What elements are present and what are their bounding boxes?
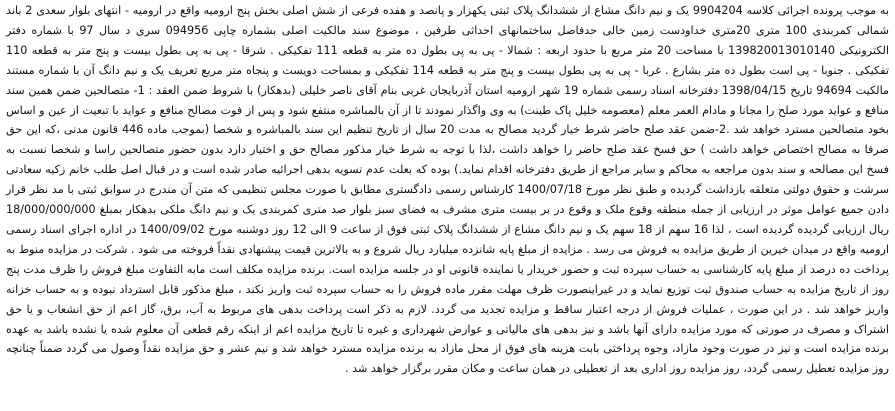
notice-body-text: به موجب پرونده اجرائی کلاسه 9904204 یک و نیم دانگ مشاع از ششدانگ پلاک ثبتی یکهزار و پانصد و هفده فرعی از شش اصلی بخش پنج ارومیه واقع در ارومیه - انتهای بلوار سعدی 2 باند شمالی کمربندی 100 متری 20متری خداودست زمین خالی حدفاصل ساختمانهای احداثی طرفین ، موضوع سند مالکیت اصلی بشماره چاپی 094956 سری د سال 97 با شماره دفتر الکترونیکی 139820013010140 با مساحت 20 متر مربع با حدود اربعه : شمالا - پی به پی بطول ده متر به قطعه 111 تفکیکی . شرقا - پی به پی بطول بیست و پنج متر به قطعه 110 تفکیکی . جنوبا - پی است بطول ده متر بشارع . غربا - پی به پی بطول بیست و پنج متر به قطعه 114 تفکیکی و بمساحت دویست و پنجاه متر مربع تعریف یک و نیم دانگ آن با شماره مستند مالکیت 94694 تاریخ 1398/04/15 دفترخانه اسناد رسمی شماره 19 شهر ارومیه استان آذربایجان غربی بنام آقای ناصر خلیلی (بدهکار) با شروط ضمن العقد : 1- متصالحین ضمن همین سند منافع و عواید مورد صلح را مجانا و مادام العمر معلم (معصومه خلیل پاک طینت) به وی واگذار نمودند تا از آن بالمباشره منتفع شود و پس از فوت مصالح منافع و عواید با تبعیت از عین و اساس بخود متصالحین مسترد خواهد شد .2-ضمن عقد صلح حاضر شرط خیار گردید مصالح به مدت 20 سال از تاریخ تنظیم این سند بالمباشره و شخصا (بموجب ماده 446 قانون مدنی ،که این حق صرفا به مصالح اختصاص خواهد داشت ) حق فسخ عقد صلح حاضر را خواهد داشت ،لذا با توجه به شرط خیار مذکور مصالح حق و اختیار دارد بدون حضور متصالحین راسا و شخصا نسبت به فسخ این مصالحه و سند بدون مراجعه به محاکم و سایر مراجع از طریق دفترخانه اقدام نماید.) بوده که بعلت عدم تسویه بدهی اجرائیه صادر شده است و در قبال اصل طلب خانم زکیه سعادتی سرشت و حقوق دولتی متعلقه بازداشت گردیده و طبق نظر مورخ 1400/07/18 کارشناس رسمی دادگستری مطابق با صورت مجلس تنظیمی که متن آن مندرج در سوابق ثبتی با مد نظر قرار دادن جمیع عوامل موثر در ارزیابی از جمله منطقه وقوع ملک و وقوع در بر بیست متری مشرف به فضای سبز بلوار صد متری کمربندی یک و نیم دانگ ملکی بدهکار بمبلغ 18/000/000/000 ریال ارزیابی گردیده گردیده است ، لذا 16 سهم از 18 سهم یک و نیم دانگ مشاع از ششدانگ پلاک ثبتی فوق از ساعت 9 الی 12 روز دوشنبه مورخ 1400/09/02 در اداره اجرای اسناد رسمی ارومیه واقع در میدان خیرین از طریق مزایده به فروش می رسد . مزایده از مبلغ پایه شانزده میلیارد ریال شروع و به بالاترین قیمت پیشنهادی نقداً فروخته می شود . شرکت در مزایده منوط به پرداخت ده درصد از مبلغ پایه کارشناسی به حساب سپرده ثبت و حضور خریدار یا نماینده قانونی او در جلسه مزایده است. برنده مزایده مکلف است مابه التفاوت مبلغ فروش را ظرف مدت پنج روز از تاریخ مزایده به حساب صندوق ثبت توزیع نماید و در غیراینصورت ظرف مهلت مقرر ماده فروش را به حساب سپرده ثبت واریز نکند ، مبلغ مذکور قابل استرداد نبوده و به حساب خزانه واریز خواهد شد . در این صورت ، عملیات فروش از درجه اعتبار ساقط و مزایده تجدید می گردد. لازم به ذکر است پرداخت بدهی های مربوط به آب، برق، گاز اعم از حق انشعاب و یا حق اشتراک و مصرف در صورتی که مورد مزایده دارای آنها باشد و نیز بدهی های مالیاتی و عوارض شهرداری و غیره تا تاریخ مزایده اعم از اینکه رقم قطعی آن معلوم شده یا نشده باشد به عهده برنده مزایده است و نیز در صورت وجود مازاد، وجوه پرداختی بابت هزینه های فوق از محل مازاد به برنده مزایده مسترد خواهد شد و نیم عشر و حق مزایده نقداً وصول می گردد ضمناً چنانچه روز مزایده تعطیل رسمی گردد، روز مزایده روز اداری بعد از تعطیلی در همان ساعت و مکان مقرر برگزار خواهد شد . [6, 4, 889, 376]
